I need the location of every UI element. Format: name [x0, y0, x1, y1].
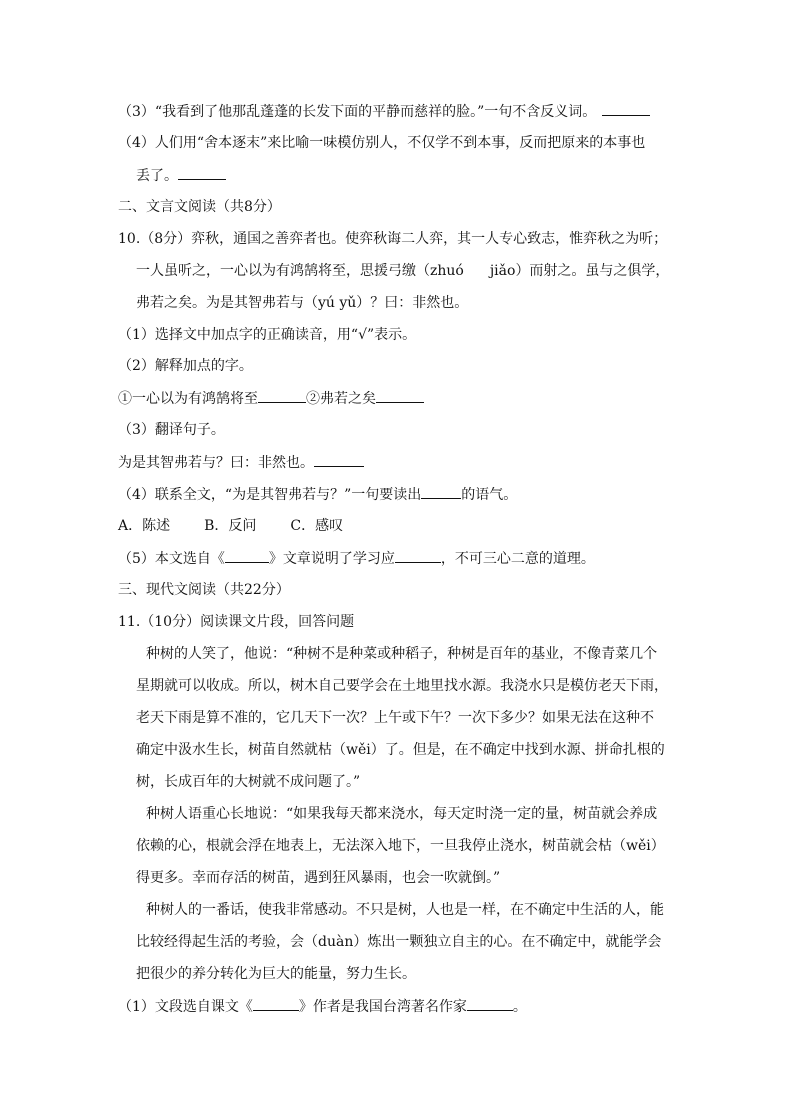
passage-p1-line5: 树，长成百年的大树就不成问题了。”	[136, 774, 361, 790]
item-text: ①一心以为有鸿鹄将至	[118, 391, 258, 407]
passage-p1-line4: 确定中汲水生长，树苗自然就枯（wěi）了。但是，在不确定中找到水源、拼命扎根的	[136, 742, 665, 758]
option-a[interactable]: A．陈述	[118, 518, 171, 534]
question-text: 。	[512, 999, 527, 1015]
passage-p1-line3: 老天下雨是算不准的，它几天下一次？上午或下午？一次下多少？如果无法在这种不	[136, 710, 654, 726]
item-text: 为是其智弗若与？曰：非然也。	[118, 455, 314, 471]
sub-question-3-sentence	[118, 452, 364, 472]
question-text: 丢了。	[136, 168, 178, 184]
text-segment: jiǎo）而射之。虽与之俱学，	[489, 263, 670, 279]
question-text: （1）文段选自课文《	[118, 999, 253, 1015]
question-text: （5）本文选自《	[118, 551, 225, 567]
sub-question-2: （2）解释加点的字。	[118, 358, 253, 374]
answer-blank[interactable]	[467, 996, 513, 1011]
passage-p1-line1: 种树的人笑了，他说：“种树不是种菜或种稻子，种树是百年的基业，不像青菜几个	[146, 646, 658, 662]
passage-p2-line3: 得更多。幸而存活的树苗，遇到狂风暴雨，也会一吹就倒。”	[136, 870, 501, 886]
options-row	[118, 516, 343, 536]
answer-blank[interactable]	[421, 484, 461, 499]
question-text: （4）联系全文，“为是其智弗若与？”一句要读出	[118, 487, 422, 503]
option-c[interactable]: C．感叹	[290, 518, 344, 534]
section-heading-modern: 三、现代文阅读（共22分）	[118, 582, 290, 598]
sub-question-1: （1）选择文中加点字的正确读音，用“√”表示。	[118, 327, 417, 343]
question-4-line-cont	[136, 165, 226, 185]
option-b[interactable]: B．反问	[204, 518, 257, 534]
question-text: 》文章说明了学习应	[268, 551, 395, 567]
question-4-line: （4）人们用“舍本逐末”来比喻一味模仿别人，不仅学不到本事，反而把原来的本事也	[118, 135, 646, 151]
answer-blank[interactable]	[376, 388, 424, 403]
question-text: ，不可三心二意的道理。	[440, 551, 595, 567]
passage-p1-line2: 星期就可以收成。所以，树木自己要学会在土地里找水源。我浇水只是模仿老天下雨，	[136, 678, 668, 694]
question-3-line	[118, 101, 650, 121]
text-segment: 一人虽听之，一心以为有鸿鹄将至，思援弓缴（zhuó	[136, 263, 464, 279]
answer-blank[interactable]	[178, 165, 226, 180]
passage-p3-line2: 比较经得起生活的考验，会（duàn）炼出一颗独立自主的心。在不确定中，就能学会	[136, 934, 662, 950]
passage-p3-line1: 种树人的一番话，使我非常感动。不只是树，人也是一样，在不确定中生活的人，能	[146, 902, 664, 918]
sub-question-4	[118, 484, 517, 504]
question-11-sub-1	[118, 996, 527, 1016]
question-text: 的语气。	[461, 487, 518, 503]
sub-question-3: （3）翻译句子。	[118, 422, 225, 438]
item-text: ②弗若之矣	[306, 391, 376, 407]
question-text: （3）“我看到了他那乱蓬蓬的长发下面的平静而慈祥的脸。”一句不含反义词。	[118, 104, 597, 120]
passage-p3-line3: 把很少的养分转化为巨大的能量，努力生长。	[136, 966, 416, 982]
sub-question-2-items	[118, 388, 424, 408]
answer-blank[interactable]	[395, 548, 441, 563]
question-10-text-end: 弗若之矣。为是其智弗若与（yú yǔ）？曰：非然也。	[136, 295, 469, 311]
sub-question-5	[118, 548, 595, 568]
question-11-text: 11.（10分）阅读课文片段，回答问题	[118, 614, 355, 630]
answer-blank[interactable]	[314, 452, 364, 467]
answer-blank[interactable]	[225, 548, 269, 563]
question-text: 》作者是我国台湾著名作家	[298, 999, 467, 1015]
answer-blank[interactable]	[258, 388, 306, 403]
question-10-text-cont	[136, 261, 669, 281]
passage-p2-line1: 种树人语重心长地说：“如果我每天都来浇水，每天定时浇一定的量，树苗就会养成	[146, 806, 658, 822]
question-10-text: 10.（8分）弈秋，通国之善弈者也。使弈秋诲二人弈，其一人专心致志，惟弈秋之为听；	[118, 231, 668, 247]
answer-blank[interactable]	[602, 101, 650, 116]
answer-blank[interactable]	[253, 996, 299, 1011]
passage-p2-line2: 依赖的心，根就会浮在地表上，无法深入地下，一旦我停止浇水，树苗就会枯（wěi）	[136, 838, 665, 854]
section-heading-classical: 二、文言文阅读（共8分）	[118, 199, 281, 215]
